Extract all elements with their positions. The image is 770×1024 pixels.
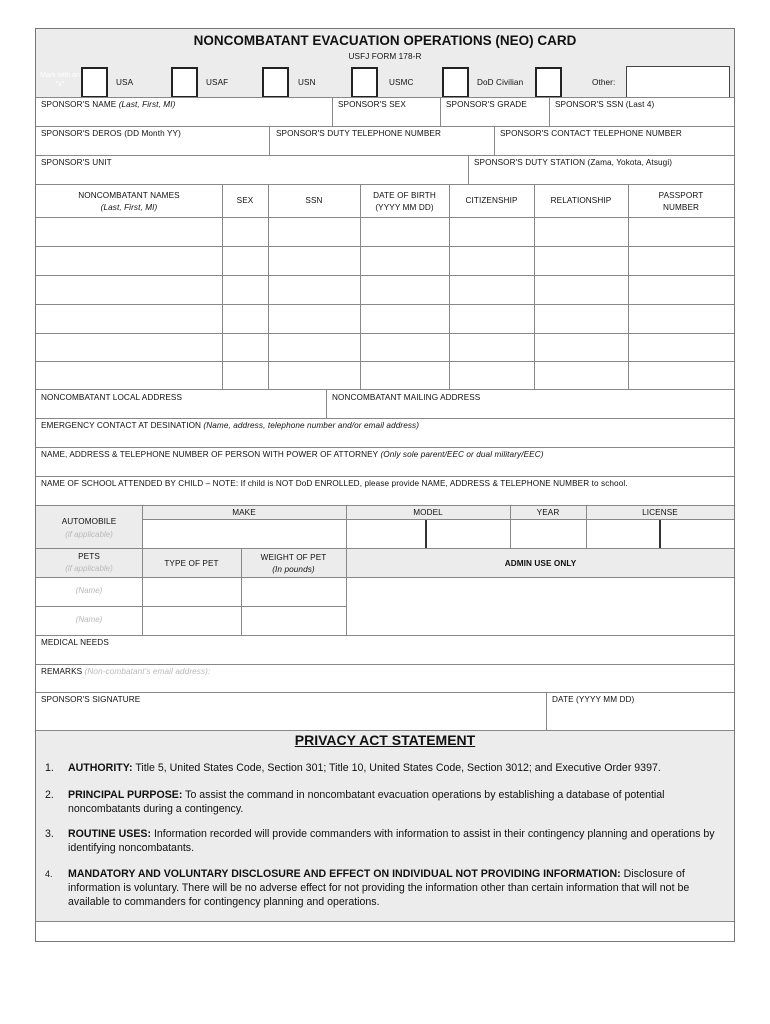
- privacy-text-4: Disclosure of information is voluntary. There will be no adverse effect for not providing the information other than certain information that will not be available to commanders for contingency planning and operations.: [68, 868, 690, 908]
- sponsor-ssn-label[interactable]: SPONSOR'S SSN (Last 4): [555, 100, 655, 109]
- checkbox-usmc[interactable]: [351, 67, 378, 98]
- auto-model-input-a[interactable]: [347, 520, 427, 548]
- sponsor-sex-label[interactable]: SPONSOR'S SEX: [338, 100, 406, 109]
- sponsor-unit-label[interactable]: SPONSOR'S UNIT: [41, 158, 112, 167]
- automobile-label: AUTOMOBILE: [61, 517, 117, 526]
- sponsor-name-text: SPONSOR'S NAME: [41, 100, 117, 109]
- poa-hint: (Only sole parent/EEC or dual military/EEC): [380, 450, 544, 459]
- form-number: USFJ FORM 178-R: [348, 52, 422, 61]
- auto-make-header: MAKE: [232, 508, 256, 517]
- privacy-item-3: [68, 827, 728, 855]
- privacy-num-4: 4.: [45, 869, 53, 879]
- checkbox-usa[interactable]: [81, 67, 108, 98]
- privacy-num-2: 2.: [45, 789, 54, 801]
- branch-usa-label: USA: [116, 78, 134, 87]
- sponsor-contact-phone-label[interactable]: SPONSOR'S CONTACT TELEPHONE NUMBER: [500, 129, 682, 138]
- col-header-passport-l1: PASSPORT: [658, 191, 704, 200]
- privacy-num-1: 1.: [45, 762, 54, 774]
- mark-hint: Mark with an "x": [40, 72, 80, 88]
- col-header-ssn: SSN: [305, 196, 323, 205]
- privacy-item-2: [68, 788, 728, 816]
- privacy-act-title: PRIVACY ACT STATEMENT: [294, 732, 476, 748]
- col-header-passport-l2: NUMBER: [662, 203, 700, 212]
- pet-name-hint-2: (Name): [75, 615, 103, 624]
- col-header-dob-l1: DATE OF BIRTH: [373, 191, 436, 200]
- pets-label: PETS: [78, 552, 100, 561]
- table-row[interactable]: [36, 305, 734, 333]
- sponsor-signature-label[interactable]: SPONSOR'S SIGNATURE: [41, 695, 141, 704]
- privacy-text-2: To assist the command in noncombatant evacuation operations by establishing a database of potential noncombatants during a contingency.: [68, 789, 665, 815]
- privacy-head-2: PRINCIPAL PURPOSE:: [68, 789, 183, 801]
- privacy-num-3: 3.: [45, 828, 54, 840]
- privacy-head-4: MANDATORY AND VOLUNTARY DISCLOSURE AND EFFECT ON INDIVIDUAL NOT PROVIDING INFORMATION:: [68, 868, 621, 880]
- sponsor-duty-station-label[interactable]: SPONSOR'S DUTY STATION (Zama, Yokota, Atsugi): [474, 158, 673, 167]
- col-header-names-l2: (Last, First, MI): [100, 203, 158, 212]
- emergency-contact-label[interactable]: [41, 421, 419, 430]
- col-header-names-l1: NONCOMBATANT NAMES: [78, 191, 180, 200]
- privacy-item-4: [68, 867, 728, 909]
- checkbox-other[interactable]: [535, 67, 562, 98]
- medical-needs-label[interactable]: MEDICAL NEEDS: [41, 638, 109, 647]
- col-header-names: [36, 190, 222, 214]
- emergency-contact-text: EMERGENCY CONTACT AT DESINATION: [41, 421, 202, 430]
- privacy-text-3: Information recorded will provide commanders with information to assist in their contingency planning and operations by identifying noncombatants.: [68, 828, 715, 854]
- branch-usn-label: USN: [298, 78, 316, 87]
- remarks-label[interactable]: [41, 667, 210, 676]
- col-header-passport: [628, 190, 734, 214]
- sponsor-deros-label[interactable]: SPONSOR'S DEROS (DD Month YY): [41, 129, 181, 138]
- auto-model-header: MODEL: [413, 508, 443, 517]
- poa-label[interactable]: [41, 450, 544, 459]
- sponsor-duty-phone-label[interactable]: SPONSOR'S DUTY TELEPHONE NUMBER: [276, 129, 441, 138]
- auto-make-input[interactable]: [143, 520, 346, 548]
- sponsor-name-label[interactable]: [41, 100, 175, 109]
- pet-type-header: TYPE OF PET: [164, 559, 219, 568]
- auto-model-input-b[interactable]: [429, 520, 510, 548]
- table-row[interactable]: [36, 334, 734, 361]
- form-title: NONCOMBATANT EVACUATION OPERATIONS (NEO) CARD: [193, 33, 577, 48]
- pet-name-hint-1: (Name): [75, 586, 103, 595]
- table-row[interactable]: [36, 218, 734, 246]
- col-header-dob: [360, 190, 449, 214]
- privacy-item-1: [68, 761, 728, 775]
- sponsor-grade-label[interactable]: SPONSOR'S GRADE: [446, 100, 527, 109]
- branch-usmc-label: USMC: [389, 78, 414, 87]
- checkbox-dod-civilian[interactable]: [442, 67, 469, 98]
- emergency-contact-hint: (Name, address, telephone number and/or email address): [203, 421, 420, 430]
- poa-text: NAME, ADDRESS & TELEPHONE NUMBER OF PERSON WITH POWER OF ATTORNEY: [41, 450, 379, 459]
- automobile-hint: (if applicable): [65, 530, 113, 539]
- admin-use-area[interactable]: [347, 578, 734, 635]
- admin-use-only-label: ADMIN USE ONLY: [504, 559, 577, 568]
- pet-weight-header: [241, 552, 346, 576]
- privacy-text-1: Title 5, United States Code, Section 301; Title 10, United States Code, Section 3012; and Executive Order 9397.: [135, 762, 661, 774]
- table-row[interactable]: [36, 276, 734, 304]
- col-header-sex: SEX: [236, 196, 254, 205]
- branch-usaf-label: USAF: [206, 78, 229, 87]
- auto-year-header: YEAR: [536, 508, 560, 517]
- remarks-text: REMARKS: [41, 667, 83, 676]
- pets-hint: (if applicable): [65, 564, 113, 573]
- pet-weight-hint: (In pounds): [272, 565, 315, 574]
- auto-year-input[interactable]: [511, 520, 586, 548]
- school-label[interactable]: NAME OF SCHOOL ATTENDED BY CHILD – NOTE: If child is NOT DoD ENROLLED, please provide NAME, ADDRESS & TELEPHONE NUMBER to school.: [41, 479, 628, 488]
- auto-license-input-a[interactable]: [587, 520, 661, 548]
- branch-other-label: Other:: [592, 78, 616, 87]
- table-row[interactable]: [36, 247, 734, 275]
- privacy-head-3: ROUTINE USES:: [68, 828, 151, 840]
- sponsor-name-hint: (Last, First, MI): [118, 100, 176, 109]
- table-row[interactable]: [36, 362, 734, 389]
- other-branch-input[interactable]: [626, 66, 730, 98]
- checkbox-usaf[interactable]: [171, 67, 198, 98]
- date-label[interactable]: DATE (YYYY MM DD): [552, 695, 635, 704]
- col-header-dob-l2: (YYYY MM DD): [375, 203, 434, 212]
- automobile-label-cell: [36, 506, 142, 548]
- auto-license-header: LICENSE: [642, 508, 678, 517]
- pet-weight-text: WEIGHT OF PET: [260, 553, 327, 562]
- auto-license-input-b[interactable]: [663, 520, 734, 548]
- col-header-relationship: RELATIONSHIP: [550, 196, 612, 205]
- checkbox-usn[interactable]: [262, 67, 289, 98]
- mailing-address-label[interactable]: NONCOMBATANT MAILING ADDRESS: [332, 393, 481, 402]
- remarks-hint: (Non-combatant's email address):: [84, 667, 211, 676]
- privacy-head-1: AUTHORITY:: [68, 762, 133, 774]
- col-header-citizenship: CITIZENSHIP: [465, 196, 518, 205]
- local-address-label[interactable]: NONCOMBATANT LOCAL ADDRESS: [41, 393, 183, 402]
- branch-dod-civilian-label: DoD Civilian: [477, 78, 524, 87]
- neo-card-form: [35, 28, 735, 942]
